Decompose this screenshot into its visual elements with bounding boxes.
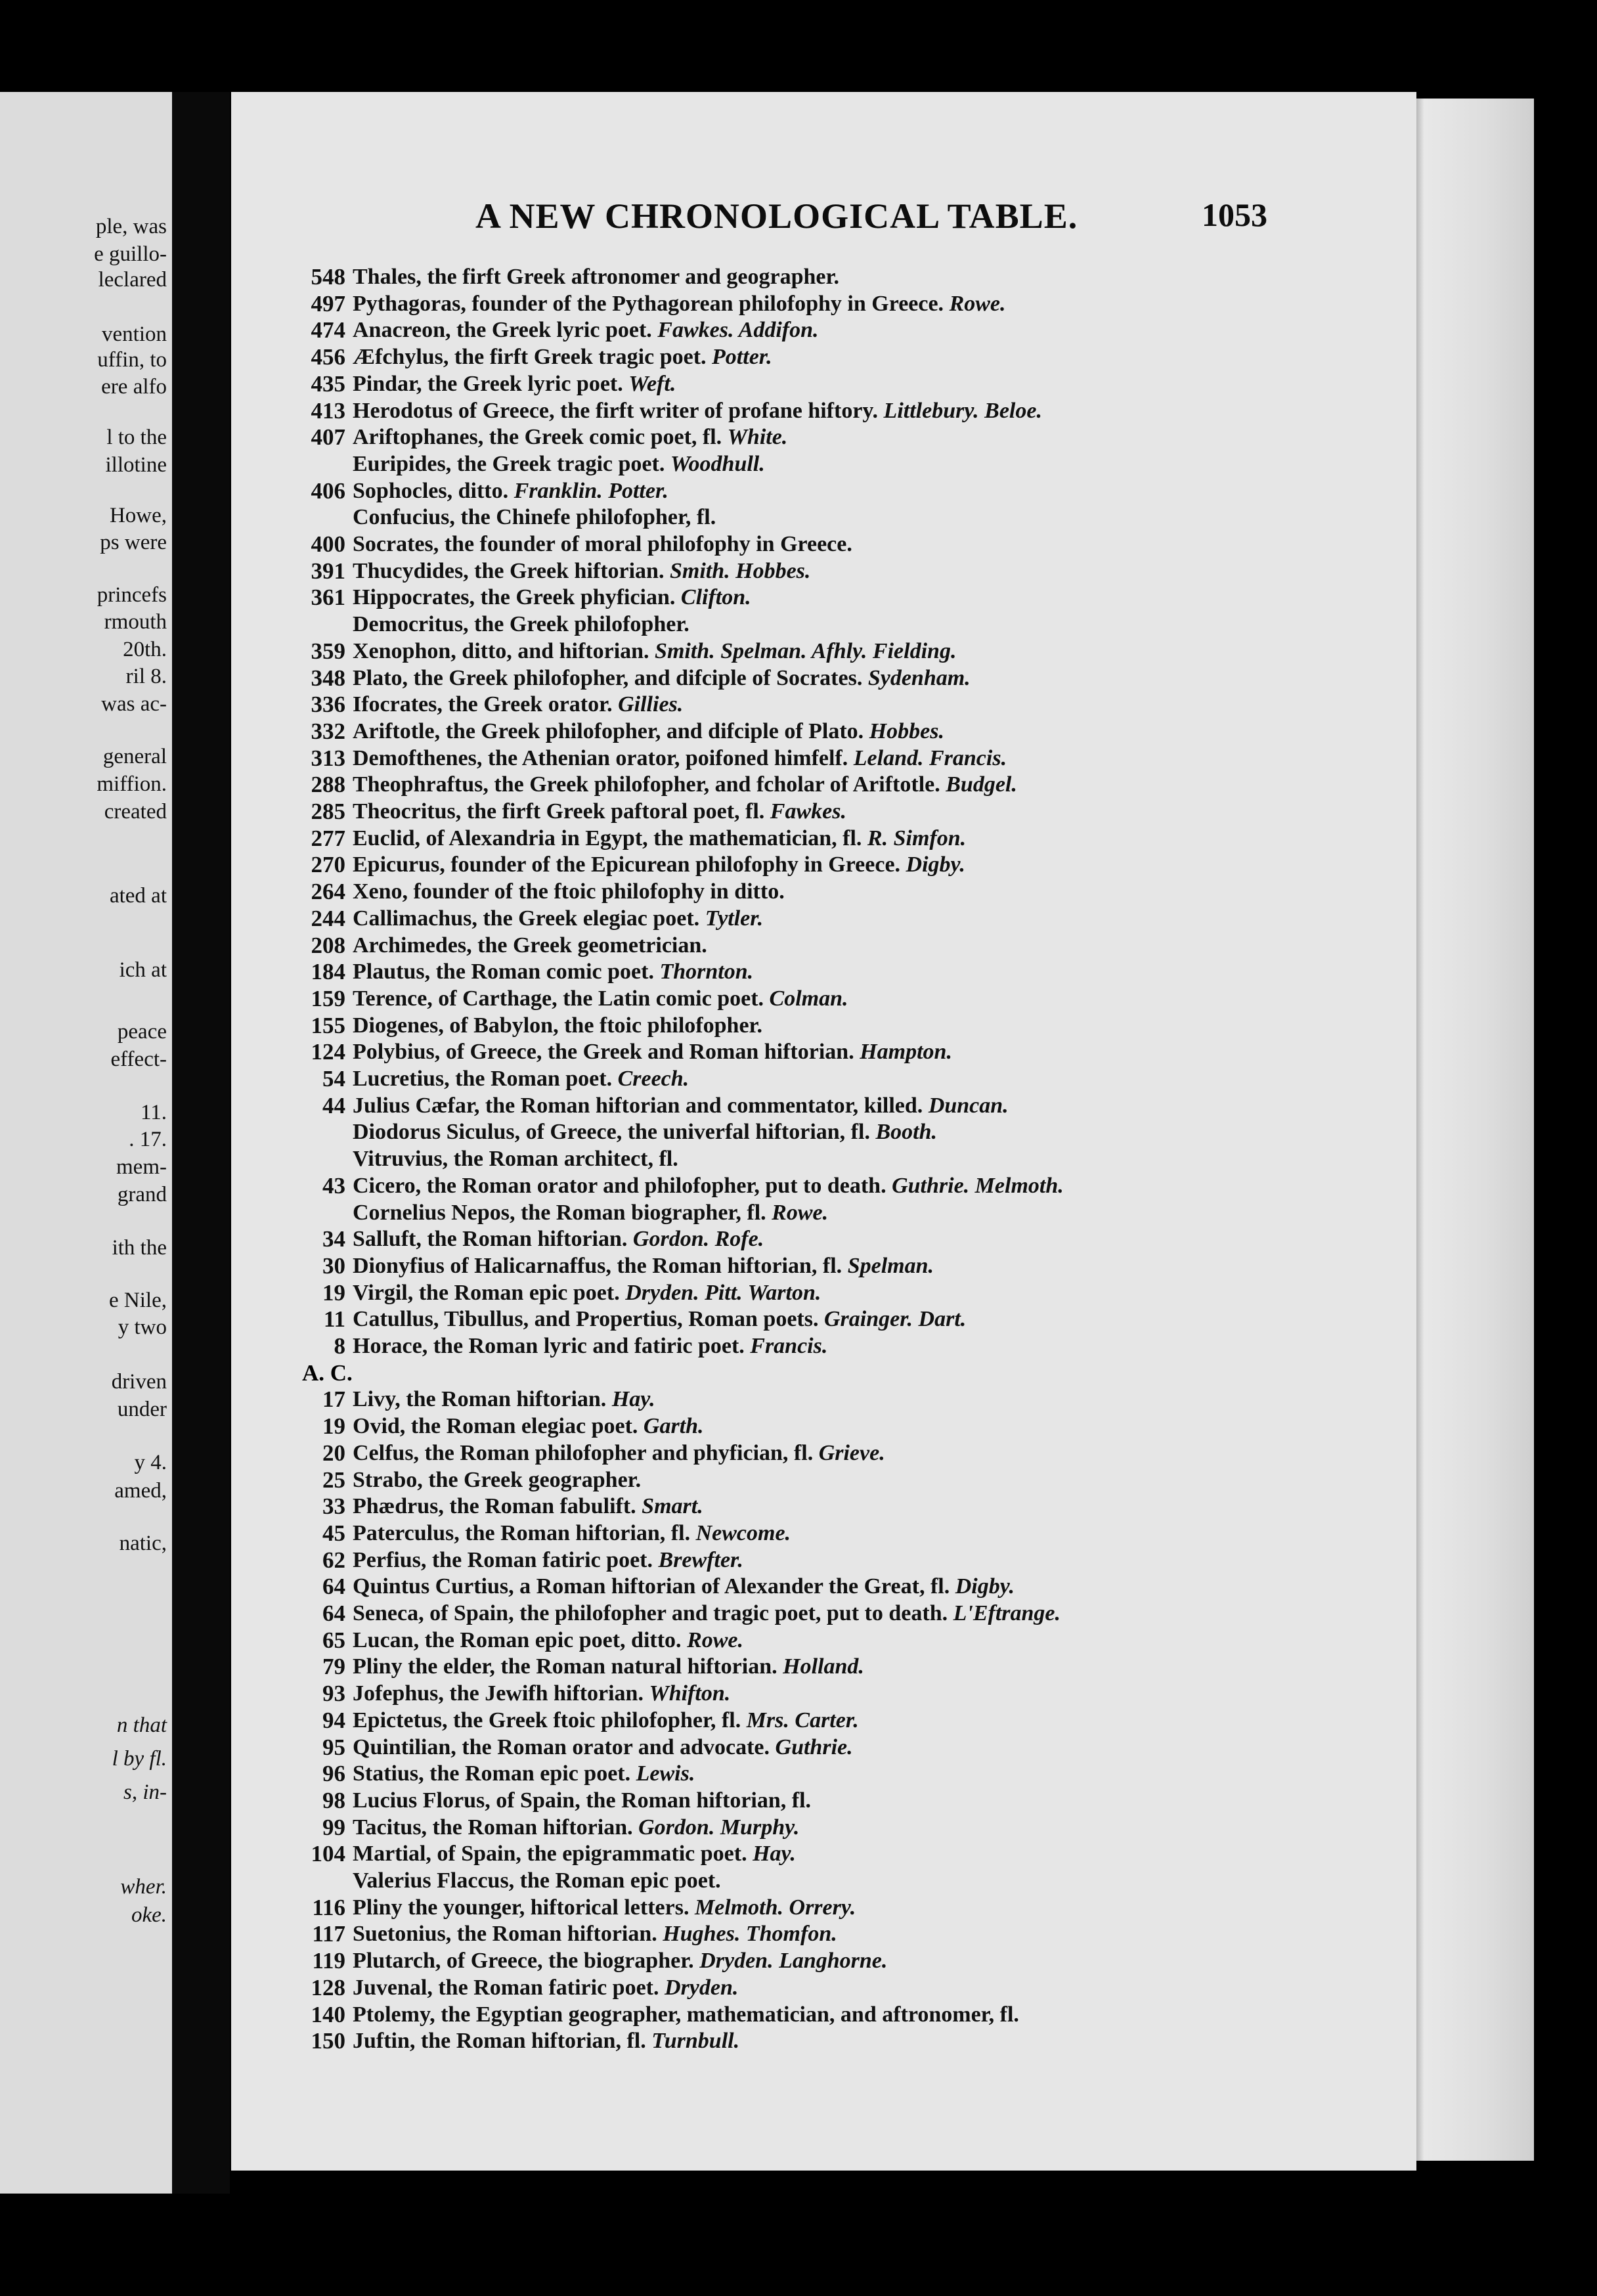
entry-translators: Melmoth. Orrery. xyxy=(694,1895,856,1920)
entry-year: 95 xyxy=(322,1734,345,1760)
entry-description: Æfchylus, the firft Greek tragic poet. xyxy=(353,345,707,370)
entry-text xyxy=(353,1948,887,1974)
entry-description: Quintus Curtius, a Roman hiftorian of Alexander the Great, fl. xyxy=(353,1574,950,1599)
entry-description: Lucius Florus, of Spain, the Roman hiftorian, fl. xyxy=(353,1788,812,1813)
entry-description: Martial, of Spain, the epigrammatic poet. xyxy=(353,1842,747,1866)
entry-translators: Franklin. Potter. xyxy=(514,478,668,503)
entry-year: 30 xyxy=(322,1252,345,1279)
entry-year: 17 xyxy=(322,1386,345,1413)
entry-translators: Whifton. xyxy=(649,1681,731,1706)
entry-year: 208 xyxy=(311,932,345,958)
entry-year: 20 xyxy=(322,1440,345,1466)
entry-translators: Littlebury. Beloe. xyxy=(883,398,1042,423)
entry-description: Xenophon, ditto, and hiftorian. xyxy=(353,638,649,663)
entry-description: Euripides, the Greek tragic poet. xyxy=(353,451,665,476)
entry-year: 400 xyxy=(311,531,345,557)
entry-year: 45 xyxy=(322,1520,345,1546)
entry-translators: Woodhull. xyxy=(670,451,765,476)
entry-year: 497 xyxy=(311,290,345,317)
left-page-text-fragment: amed, xyxy=(114,1479,167,1503)
entry-year: 33 xyxy=(322,1493,345,1520)
entry-description: Euclid, of Alexandria in Egypt, the mathematician, fl. xyxy=(353,826,862,850)
entry-translators: Rowe. xyxy=(687,1627,744,1652)
entry-description: Horace, the Roman lyric and fatiric poet. xyxy=(353,1334,745,1358)
section-label: A. C. xyxy=(302,1359,353,1386)
entry-description: Quintilian, the Roman orator and advocate. xyxy=(353,1734,770,1759)
entry-year: 285 xyxy=(311,799,345,824)
entry-translators: Rowe. xyxy=(949,291,1006,316)
entry-text xyxy=(353,1413,704,1440)
entry-year: 79 xyxy=(322,1654,345,1680)
entry-year: 361 xyxy=(311,585,345,611)
entry-text xyxy=(353,531,852,558)
entry-year: 34 xyxy=(322,1226,345,1252)
entry-translators: Dryden. Pitt. Warton. xyxy=(625,1280,821,1305)
entry-description: Paterculus, the Roman hiftorian, fl. xyxy=(353,1520,691,1545)
entry-translators: Booth. xyxy=(875,1120,937,1145)
entry-year: 44 xyxy=(322,1092,345,1118)
entry-text xyxy=(353,1440,885,1467)
left-page-text-fragment: ril 8. xyxy=(125,665,167,688)
entry-text xyxy=(353,1467,641,1493)
left-page-text-fragment: grand xyxy=(117,1183,167,1206)
entry-description: Epicurus, founder of the Epicurean philofophy in Greece. xyxy=(353,852,901,877)
entry-year: 99 xyxy=(322,1814,345,1840)
entry-year: 184 xyxy=(311,959,345,985)
entry-description: Virgil, the Roman epic poet. xyxy=(353,1280,620,1305)
entry-translators: Tytler. xyxy=(705,906,764,931)
page-edge xyxy=(1412,99,1534,2161)
entry-text xyxy=(353,264,839,290)
entry-translators: Smith. Hobbes. xyxy=(669,558,811,583)
entry-year: 474 xyxy=(311,317,345,343)
entry-translators: Mrs. Carter. xyxy=(746,1708,859,1733)
entry-description: Juvenal, the Roman fatiric poet. xyxy=(353,1975,659,2000)
left-page-text-fragment: s, in- xyxy=(123,1780,167,1804)
entry-text xyxy=(353,665,971,692)
entry-text xyxy=(353,1734,853,1761)
entry-translators: R. Simfon. xyxy=(867,826,967,850)
entry-year: 96 xyxy=(322,1761,345,1787)
entry-text xyxy=(353,1200,828,1226)
entry-translators: Brewfter. xyxy=(658,1547,743,1572)
entry-description: Pliny the elder, the Roman natural hiftorian. xyxy=(353,1654,777,1679)
entry-text xyxy=(353,1788,811,1814)
entry-description: Epictetus, the Greek ftoic philofopher, fl. xyxy=(353,1708,741,1733)
left-page-text-fragment: vention xyxy=(102,322,167,346)
entry-description: Suetonius, the Roman hiftorian. xyxy=(353,1922,657,1947)
entry-year: 62 xyxy=(322,1547,345,1573)
entry-year: 140 xyxy=(311,2001,345,2027)
entry-text xyxy=(353,1173,1064,1199)
entry-description: Pythagoras, founder of the Pythagorean philofophy in Greece. xyxy=(353,291,944,316)
left-page-text-fragment: peace xyxy=(117,1020,167,1044)
entry-text xyxy=(353,1333,827,1359)
entry-description: Ptolemy, the Egyptian geographer, mathematician, and aftronomer, fl. xyxy=(353,2002,1019,2027)
entry-description: Thales, the firft Greek aftronomer and geographer. xyxy=(353,265,839,289)
entry-year: 19 xyxy=(322,1279,345,1306)
left-page-text-fragment: ated at xyxy=(109,884,167,908)
entry-translators: Colman. xyxy=(769,986,848,1011)
entry-description: Ariftotle, the Greek philofopher, and difciple of Plato. xyxy=(353,718,864,743)
entry-text xyxy=(353,1039,952,1065)
left-page-text-fragment: y 4. xyxy=(134,1451,167,1474)
entry-year: 332 xyxy=(311,718,345,744)
entry-translators: Guthrie. xyxy=(775,1734,853,1759)
entry-translators: Dryden. Langhorne. xyxy=(699,1949,888,1974)
entry-description: Xeno, founder of the ftoic philofophy in ditto. xyxy=(353,879,785,904)
entry-translators: Digby. xyxy=(906,852,965,877)
entry-text xyxy=(353,585,751,611)
left-page-text-fragment: y two xyxy=(118,1315,167,1339)
entry-translators: Hampton. xyxy=(860,1040,952,1065)
entry-text xyxy=(353,451,765,477)
entry-translators: Turnbull. xyxy=(651,2029,740,2054)
left-page-text-fragment: miffion. xyxy=(97,772,167,796)
entry-description: Anacreon, the Greek lyric poet. xyxy=(353,318,652,343)
entry-translators: Clifton. xyxy=(680,585,751,610)
entry-description: Phædrus, the Roman fabulift. xyxy=(353,1494,636,1519)
entry-year: 25 xyxy=(322,1467,345,1493)
entry-text xyxy=(353,504,716,531)
left-page-text-fragment: ith the xyxy=(112,1236,167,1260)
entry-translators: Potter. xyxy=(712,345,772,370)
left-page-text-fragment: Howe, xyxy=(109,504,167,527)
entry-text xyxy=(353,1921,837,1947)
entry-description: Pindar, the Greek lyric poet. xyxy=(353,371,623,396)
entry-description: Democritus, the Greek philofopher. xyxy=(353,612,689,637)
entry-year: 104 xyxy=(311,1841,345,1867)
entry-text xyxy=(353,1226,764,1252)
entry-year: 19 xyxy=(322,1413,345,1440)
book-gutter xyxy=(172,92,230,2194)
entry-text xyxy=(353,1013,762,1039)
left-page-text-fragment: effect- xyxy=(110,1048,167,1071)
entry-description: Catullus, Tibullus, and Propertius, Roman poets. xyxy=(353,1307,819,1332)
entry-description: Celfus, the Roman philofopher and phyfician, fl. xyxy=(353,1440,814,1465)
entry-translators: Francis. xyxy=(750,1334,828,1358)
entry-text xyxy=(353,1815,799,1841)
entry-text xyxy=(353,1093,1009,1119)
entry-description: Ariftophanes, the Greek comic poet, fl. xyxy=(353,425,722,450)
entry-year: 93 xyxy=(322,1681,345,1707)
entry-description: Sophocles, ditto. xyxy=(353,478,509,503)
left-page-text-fragment: ps were xyxy=(100,531,167,554)
entry-translators: Smart. xyxy=(642,1494,703,1519)
entry-text xyxy=(353,879,785,905)
entry-year: 54 xyxy=(322,1066,345,1092)
left-page-text-fragment: n that xyxy=(116,1713,167,1737)
entry-text xyxy=(353,2028,739,2054)
entry-description: Ifocrates, the Greek orator. xyxy=(353,692,613,717)
entry-translators: Digby. xyxy=(955,1574,1015,1599)
entry-year: 336 xyxy=(311,692,345,718)
entry-year: 406 xyxy=(311,477,345,504)
entry-text xyxy=(353,1119,937,1145)
entry-year: 119 xyxy=(312,1948,345,1974)
entry-description: Valerius Flaccus, the Roman epic poet. xyxy=(353,1868,721,1893)
entry-year: 65 xyxy=(322,1627,345,1653)
left-page-text-fragment: e Nile, xyxy=(109,1289,167,1312)
entry-text xyxy=(353,1386,655,1413)
entry-description: Vitruvius, the Roman architect, fl. xyxy=(353,1147,678,1172)
entry-text xyxy=(353,1493,703,1520)
entry-translators: Hobbes. xyxy=(869,718,944,743)
entry-text xyxy=(353,1547,743,1574)
entry-text xyxy=(353,906,763,932)
entry-text xyxy=(353,986,848,1012)
entry-year: 413 xyxy=(311,397,345,424)
entry-translators: Garth. xyxy=(643,1414,704,1439)
entry-translators: Holland. xyxy=(783,1654,864,1679)
entry-text xyxy=(353,1520,791,1547)
entry-description: Statius, the Roman epic poet. xyxy=(353,1761,631,1786)
entry-translators: Newcome. xyxy=(695,1520,791,1545)
entry-translators: Thornton. xyxy=(659,960,754,984)
entry-year: 98 xyxy=(322,1787,345,1813)
entry-translators: Hughes. Thomfon. xyxy=(663,1922,837,1947)
entry-description: Julius Cæfar, the Roman hiftorian and commentator, killed. xyxy=(353,1093,923,1118)
entry-year: 270 xyxy=(311,852,345,878)
entry-description: Plutarch, of Greece, the biographer. xyxy=(353,1949,694,1974)
entry-description: Demofthenes, the Athenian orator, poifoned himfelf. xyxy=(353,745,848,770)
entry-description: Cicero, the Roman orator and philofopher, put to death. xyxy=(353,1173,886,1198)
entry-year: 456 xyxy=(311,344,345,370)
left-page-text-fragment: natic, xyxy=(119,1532,167,1555)
entry-year: 128 xyxy=(311,1974,345,2000)
left-page-text-fragment: mem- xyxy=(116,1155,167,1179)
entry-translators: Grieve. xyxy=(818,1440,885,1465)
entry-translators: Gordon. Rofe. xyxy=(632,1227,764,1252)
entry-year: 391 xyxy=(311,558,345,584)
entry-year: 264 xyxy=(311,879,345,905)
entry-translators: L'Eftrange. xyxy=(953,1601,1061,1625)
entry-description: Perfius, the Roman fatiric poet. xyxy=(353,1547,653,1572)
left-page-text-fragment: uffin, to xyxy=(97,348,167,372)
left-page-text-fragment: leclared xyxy=(98,268,167,292)
entry-text xyxy=(353,1975,738,2001)
entry-description: Juftin, the Roman hiftorian, fl. xyxy=(353,2029,646,2054)
left-page-text-fragment: illotine xyxy=(105,453,167,477)
entry-year: 244 xyxy=(311,905,345,931)
entry-translators: Creech. xyxy=(617,1067,689,1091)
entry-year: 407 xyxy=(311,424,345,451)
entry-description: Cornelius Nepos, the Roman biographer, fl. xyxy=(353,1200,766,1225)
entry-translators: Lewis. xyxy=(636,1761,695,1786)
left-page-text-fragment: driven xyxy=(111,1370,167,1394)
entry-year: 150 xyxy=(311,2028,345,2054)
entry-description: Salluft, the Roman hiftorian. xyxy=(353,1227,628,1252)
entry-text xyxy=(353,638,956,665)
entry-year: 43 xyxy=(322,1172,345,1199)
entry-year: 64 xyxy=(322,1601,345,1626)
entry-description: Plautus, the Roman comic poet. xyxy=(353,960,654,984)
entry-text xyxy=(353,772,1017,798)
entry-description: Dionyfius of Halicarnaffus, the Roman hiftorian, fl. xyxy=(353,1253,842,1278)
entry-description: Theophraftus, the Greek philofopher, and fcholar of Ariftotle. xyxy=(353,772,940,797)
entry-year: 313 xyxy=(311,745,345,771)
entry-text xyxy=(353,611,689,638)
entry-description: Pliny the younger, hiftorical letters. xyxy=(353,1895,689,1920)
entry-description: Confucius, the Chinefe philofopher, fl. xyxy=(353,505,716,530)
entry-text xyxy=(353,558,810,585)
entry-year: 116 xyxy=(312,1894,345,1920)
left-page-text-fragment: l to the xyxy=(106,426,167,449)
entry-translators: Grainger. Dart. xyxy=(823,1307,967,1332)
entry-text xyxy=(353,478,668,504)
entry-text xyxy=(353,371,676,397)
entry-year: 8 xyxy=(334,1333,345,1359)
entry-text xyxy=(353,2002,1019,2028)
entry-year: 94 xyxy=(322,1707,345,1733)
entry-translators: Rowe. xyxy=(772,1200,829,1225)
entry-translators: Weft. xyxy=(628,371,676,396)
left-page-text-fragment: e guillo- xyxy=(94,242,167,266)
left-page-text-fragment: rmouth xyxy=(104,610,167,634)
entry-year: 11 xyxy=(323,1306,345,1333)
entry-text xyxy=(353,344,772,370)
entry-text xyxy=(353,933,707,959)
entry-text xyxy=(353,398,1042,424)
entry-translators: White. xyxy=(727,425,788,450)
left-page-text-fragment: was ac- xyxy=(101,692,167,716)
entry-translators: Leland. Francis. xyxy=(853,745,1007,770)
entry-year: 548 xyxy=(311,264,345,290)
entry-text xyxy=(353,1895,856,1921)
entry-text xyxy=(353,852,965,878)
entry-year: 435 xyxy=(311,370,345,397)
entry-text xyxy=(353,1681,730,1707)
left-page-text-fragment: l by fl. xyxy=(112,1747,167,1771)
entry-text xyxy=(353,1574,1015,1600)
entry-translators: Fawkes. Addifon. xyxy=(657,318,819,343)
left-page-text-fragment: ple, was xyxy=(95,215,167,238)
left-page-text-fragment: created xyxy=(104,800,167,824)
entry-text xyxy=(353,799,846,825)
entry-text xyxy=(353,1654,864,1680)
entry-text xyxy=(353,1841,796,1867)
entry-text xyxy=(353,826,966,852)
entry-year: 159 xyxy=(311,985,345,1011)
entry-description: Plato, the Greek philofopher, and difciple of Socrates. xyxy=(353,665,863,690)
entry-description: Diodorus Siculus, of Greece, the univerfal hiftorian, fl. xyxy=(353,1120,870,1145)
entry-description: Diogenes, of Babylon, the ftoic philofopher. xyxy=(353,1013,763,1038)
entry-text xyxy=(353,1761,695,1787)
left-page-text-fragment: oke. xyxy=(131,1903,167,1927)
entry-text xyxy=(353,1868,721,1894)
left-page-text-fragment: wher. xyxy=(120,1875,167,1899)
entry-description: Socrates, the founder of moral philofophy in Greece. xyxy=(353,532,852,556)
entry-description: Lucretius, the Roman poet. xyxy=(353,1067,613,1091)
entry-text xyxy=(353,1708,859,1734)
entry-translators: Budgel. xyxy=(946,772,1017,797)
entry-description: Callimachus, the Greek elegiac poet. xyxy=(353,906,700,931)
entry-description: Hippocrates, the Greek phyfician. xyxy=(353,585,676,610)
entry-description: Terence, of Carthage, the Latin comic poet. xyxy=(353,986,764,1011)
left-page-text-fragment: 20th. xyxy=(123,638,167,661)
entry-text xyxy=(353,1146,678,1172)
left-page-text-fragment: . 17. xyxy=(129,1128,167,1151)
entry-text xyxy=(353,317,819,343)
entry-text xyxy=(353,1306,966,1333)
entry-description: Polybius, of Greece, the Greek and Roman hiftorian. xyxy=(353,1040,854,1065)
entry-description: Livy, the Roman hiftorian. xyxy=(353,1387,607,1412)
entry-year: 155 xyxy=(311,1012,345,1038)
entry-year: 64 xyxy=(322,1574,345,1600)
entry-translators: Smith. Spelman. Afhly. Fielding. xyxy=(655,638,957,663)
page-number: 1053 xyxy=(1202,196,1267,233)
left-page-text-fragment: ere alfo xyxy=(101,375,167,399)
entry-translators: Gillies. xyxy=(618,692,684,717)
entry-translators: Hay. xyxy=(753,1842,796,1866)
entry-text xyxy=(353,1601,1061,1627)
entry-translators: Hay. xyxy=(611,1387,655,1412)
entry-text xyxy=(353,1627,743,1654)
entry-description: Seneca, of Spain, the philofopher and tragic poet, put to death. xyxy=(353,1601,948,1625)
entry-translators: Gordon. Murphy. xyxy=(638,1815,800,1840)
entry-year: 359 xyxy=(311,638,345,664)
book-page xyxy=(231,92,1416,2171)
entry-year: 348 xyxy=(311,665,345,691)
entry-text xyxy=(353,1253,934,1279)
entry-translators: Guthrie. Melmoth. xyxy=(892,1173,1064,1198)
entry-text xyxy=(353,424,787,451)
entry-description: Tacitus, the Roman hiftorian. xyxy=(353,1815,633,1840)
entry-description: Ovid, the Roman elegiac poet. xyxy=(353,1414,638,1439)
entry-description: Archimedes, the Greek geometrician. xyxy=(353,933,707,958)
left-page-fragment xyxy=(0,92,172,2194)
entry-description: Thucydides, the Greek hiftorian. xyxy=(353,558,665,583)
entry-translators: Fawkes. xyxy=(770,799,846,824)
entry-text xyxy=(353,291,1006,317)
entry-text xyxy=(353,959,753,985)
left-page-text-fragment: general xyxy=(102,745,167,768)
entry-description: Lucan, the Roman epic poet, ditto. xyxy=(353,1627,682,1652)
left-page-text-fragment: 11. xyxy=(140,1101,167,1124)
entry-text xyxy=(353,718,944,745)
entry-description: Strabo, the Greek geographer. xyxy=(353,1467,642,1492)
page-title: A NEW CHRONOLOGICAL TABLE. xyxy=(475,196,1078,236)
entry-year: 277 xyxy=(311,825,345,851)
entry-translators: Sydenham. xyxy=(867,665,971,690)
entry-year: 124 xyxy=(311,1039,345,1065)
entry-translators: Duncan. xyxy=(928,1093,1009,1118)
entry-translators: Dryden. xyxy=(665,1975,739,2000)
entry-description: Theocritus, the firft Greek paftoral poet, fl. xyxy=(353,799,765,824)
left-page-text-fragment: princefs xyxy=(97,583,167,607)
entry-description: Herodotus of Greece, the firft writer of profane hiftory. xyxy=(353,398,879,423)
entry-text xyxy=(353,1280,821,1306)
entry-translators: Spelman. xyxy=(847,1253,934,1278)
entry-text xyxy=(353,1066,689,1092)
entry-year: 117 xyxy=(312,1921,345,1947)
entry-description: Jofephus, the Jewifh hiftorian. xyxy=(353,1681,644,1706)
entry-text xyxy=(353,692,683,718)
left-page-text-fragment: under xyxy=(117,1398,167,1421)
entry-year: 288 xyxy=(311,772,345,798)
entry-text xyxy=(353,745,1007,772)
left-page-text-fragment: ich at xyxy=(119,958,167,982)
